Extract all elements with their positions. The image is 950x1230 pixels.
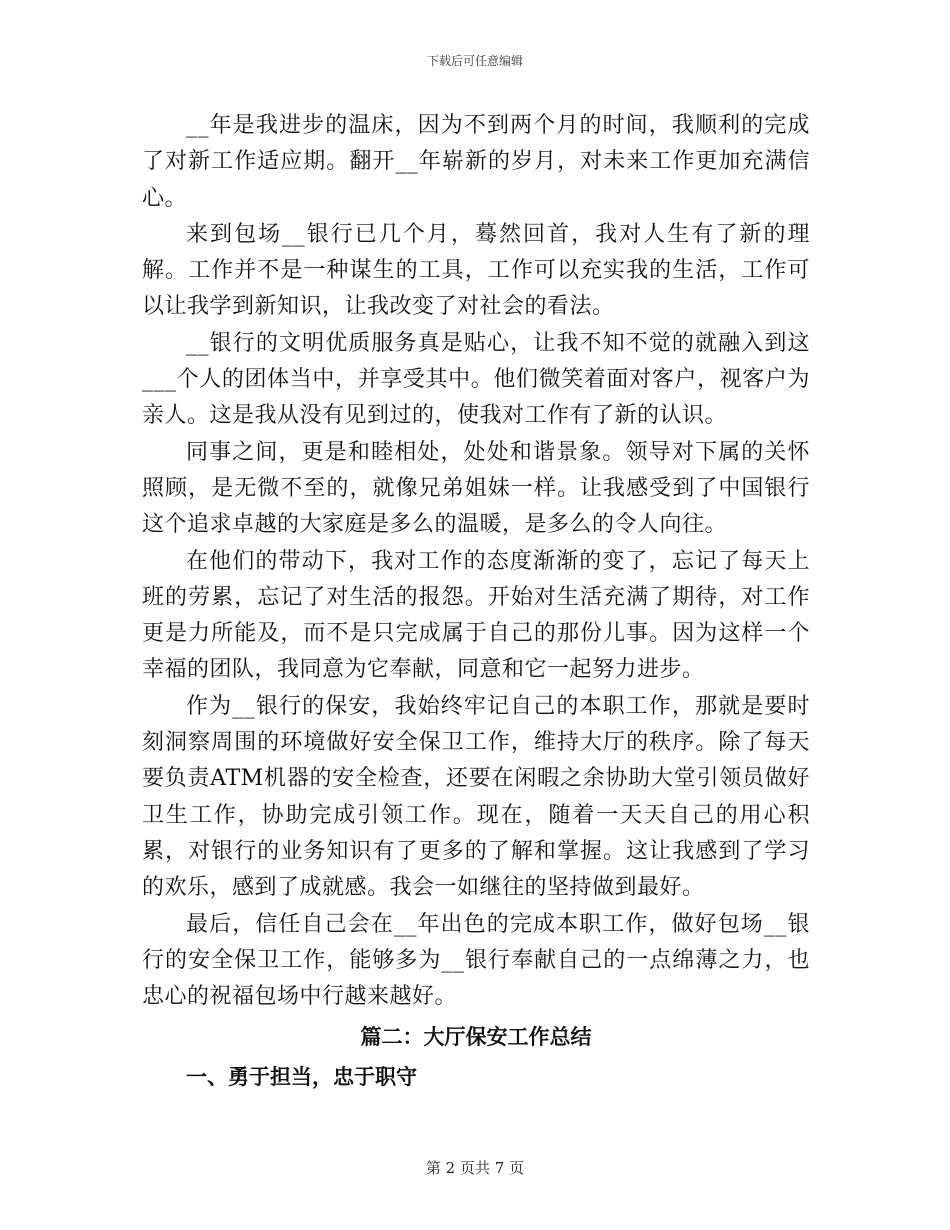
paragraph-3: __银行的文明优质服务真是贴心，让我不知不觉的就融入到这___个人的团体当中，并享受其中。他们微笑着面对客户，视客户为亲人。这是我从没有见到过的，使我对工作有了新的认识。: [142, 330, 810, 429]
sub-title: 一、勇于担当，忠于职守: [186, 1065, 417, 1090]
paragraph-2: 来到包场__银行已几个月，蓦然回首，我对人生有了新的理解。工作并不是一种谋生的工具，工作可以充实我的生活，工作可以让我学到新知识，让我改变了对社会的看法。: [142, 221, 810, 320]
paragraph-6: 作为__银行的保安，我始终牢记自己的本职工作，那就是要时刻洞察周围的环境做好安全保卫工作，维持大厅的秩序。除了每天要负责ATM机器的安全检查，还要在闲暇之余协助大堂引领员做好卫生工作，协助完成引领工作。现在，随着一天天自己的用心积累，对银行的业务知识有了更多的了解和掌握。这让我感到了学习的欢乐，感到了成就感。我会一如继往的坚持做到最好。: [142, 693, 810, 901]
page-footer: 第 2 页共 7 页: [425, 1159, 525, 1177]
paragraph-5: 在他们的带动下，我对工作的态度渐渐的变了，忘记了每天上班的劳累，忘记了对生活的报怨。开始对生活充满了期待，对工作更是力所能及，而不是只完成属于自己的那份儿事。因为这样一个幸福的团队，我同意为它奉献，同意和它一起努力进步。: [142, 548, 810, 683]
paragraph-4: 同事之间，更是和睦相处，处处和谐景象。领导对下属的关怀照顾，是无微不至的，就像兄弟姐妹一样。让我感受到了中国银行这个追求卓越的大家庭是多么的温暖，是多么的令人向往。: [142, 439, 810, 538]
paragraph-1: __年是我进步的温床，因为不到两个月的时间，我顺利的完成了对新工作适应期。翻开__年崭新的岁月，对未来工作更加充满信心。: [142, 113, 810, 211]
paragraph-7: 最后，信任自己会在__年出色的完成本职工作，做好包场__银行的安全保卫工作，能够多为__银行奉献自己的一点绵薄之力，也忠心的祝福包场中行越来越好。: [142, 911, 810, 1010]
document-body: [142, 108, 810, 1097]
section-title: 篇二：大厅保安工作总结: [360, 1025, 592, 1050]
page-header: 下载后可任意编辑: [426, 54, 523, 68]
